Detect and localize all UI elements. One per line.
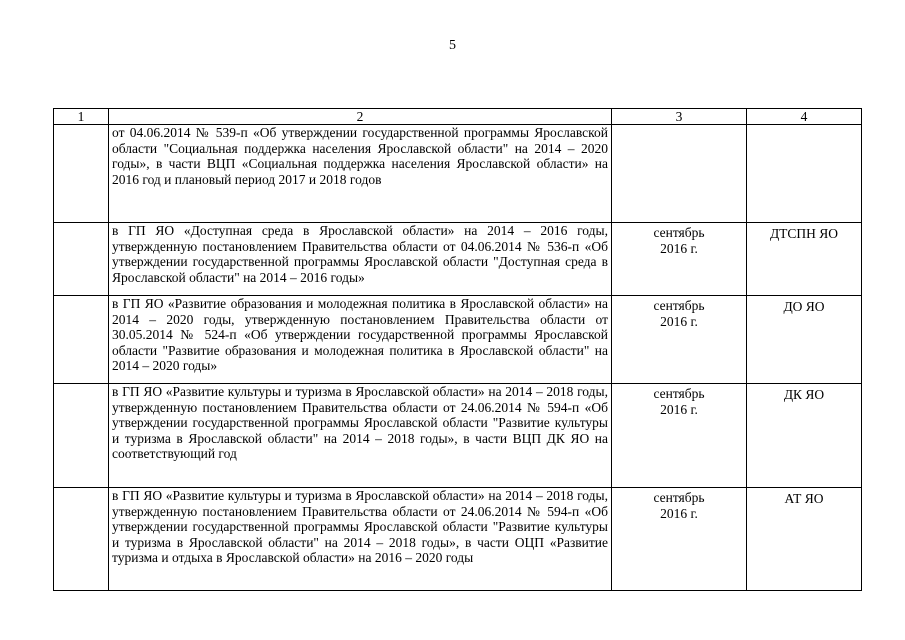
page-number: 5 xyxy=(449,38,456,53)
deadline-cell xyxy=(612,384,747,488)
row-number-cell xyxy=(54,296,109,384)
deadline-month: сентябрь xyxy=(653,386,705,401)
deadline-cell xyxy=(612,296,747,384)
deadline-cell xyxy=(612,488,747,591)
measures-table xyxy=(53,108,862,591)
table-row xyxy=(54,488,862,591)
column-header-3: 3 xyxy=(612,109,747,125)
table-header-row xyxy=(54,109,862,125)
deadline-month: сентябрь xyxy=(653,298,705,313)
column-header-4: 4 xyxy=(747,109,862,125)
responsible-cell: ДК ЯО xyxy=(747,384,862,488)
deadline-year: 2016 г. xyxy=(660,401,698,417)
table-row xyxy=(54,223,862,296)
table-row xyxy=(54,125,862,223)
column-header-1: 1 xyxy=(54,109,109,125)
responsible-cell: ДТСПН ЯО xyxy=(747,223,862,296)
measure-text-cell: в ГП ЯО «Доступная среда в Ярославской области» на 2014 – 2016 годы, утвержденную постановлением Правительства области от 04.06.2014 № 536-п «Об утверждении государственной программы Ярославской области "Доступная среда в Ярославской области" на 2014 – 2016 годы» xyxy=(109,223,612,296)
responsible-cell: АТ ЯО xyxy=(747,488,862,591)
deadline-year: 2016 г. xyxy=(660,505,698,521)
deadline-cell xyxy=(612,125,747,223)
row-number-cell xyxy=(54,223,109,296)
row-number-cell xyxy=(54,384,109,488)
deadline-year: 2016 г. xyxy=(660,313,698,329)
deadline-month: сентябрь xyxy=(653,225,705,240)
table-row xyxy=(54,384,862,488)
deadline-month: сентябрь xyxy=(653,490,705,505)
measure-text-cell: от 04.06.2014 № 539-п «Об утверждении государственной программы Ярославской области "Социальная поддержка населения Ярославской области" на 2014 – 2020 годы», в части ВЦП «Социальная поддержка населения Ярославской области» на 2016 год и плановый период 2017 и 2018 годов xyxy=(109,125,612,223)
responsible-cell: ДО ЯО xyxy=(747,296,862,384)
responsible-cell xyxy=(747,125,862,223)
column-header-2: 2 xyxy=(109,109,612,125)
deadline-year: 2016 г. xyxy=(660,240,698,256)
measure-text-cell: в ГП ЯО «Развитие культуры и туризма в Ярославской области» на 2014 – 2018 годы, утвержденную постановлением Правительства области от 24.06.2014 № 594-п «Об утверждении государственной программы Ярославской области "Развитие культуры и туризма в Ярославской области" на 2014 – 2018 годы», в части ВЦП ДК ЯО на соответствующий год xyxy=(109,384,612,488)
table-row xyxy=(54,296,862,384)
deadline-cell xyxy=(612,223,747,296)
row-number-cell xyxy=(54,488,109,591)
measure-text-cell: в ГП ЯО «Развитие образования и молодежная политика в Ярославской области» на 2014 – 2020 годы, утвержденную постановлением Правительства области от 30.05.2014 № 524-п «Об утверждении государственной программы Ярославской области "Развитие образования и молодежная политика в Ярославской области" на 2014 – 2020 годы» xyxy=(109,296,612,384)
row-number-cell xyxy=(54,125,109,223)
measure-text-cell: в ГП ЯО «Развитие культуры и туризма в Ярославской области» на 2014 – 2018 годы, утвержденную постановлением Правительства области от 24.06.2014 № 594-п «Об утверждении государственной программы Ярославской области "Развитие культуры и туризма в Ярославской области" на 2014 – 2018 годы», в части ОЦП «Развитие туризма и отдыха в Ярославской области» на 2016 – 2020 годы xyxy=(109,488,612,591)
